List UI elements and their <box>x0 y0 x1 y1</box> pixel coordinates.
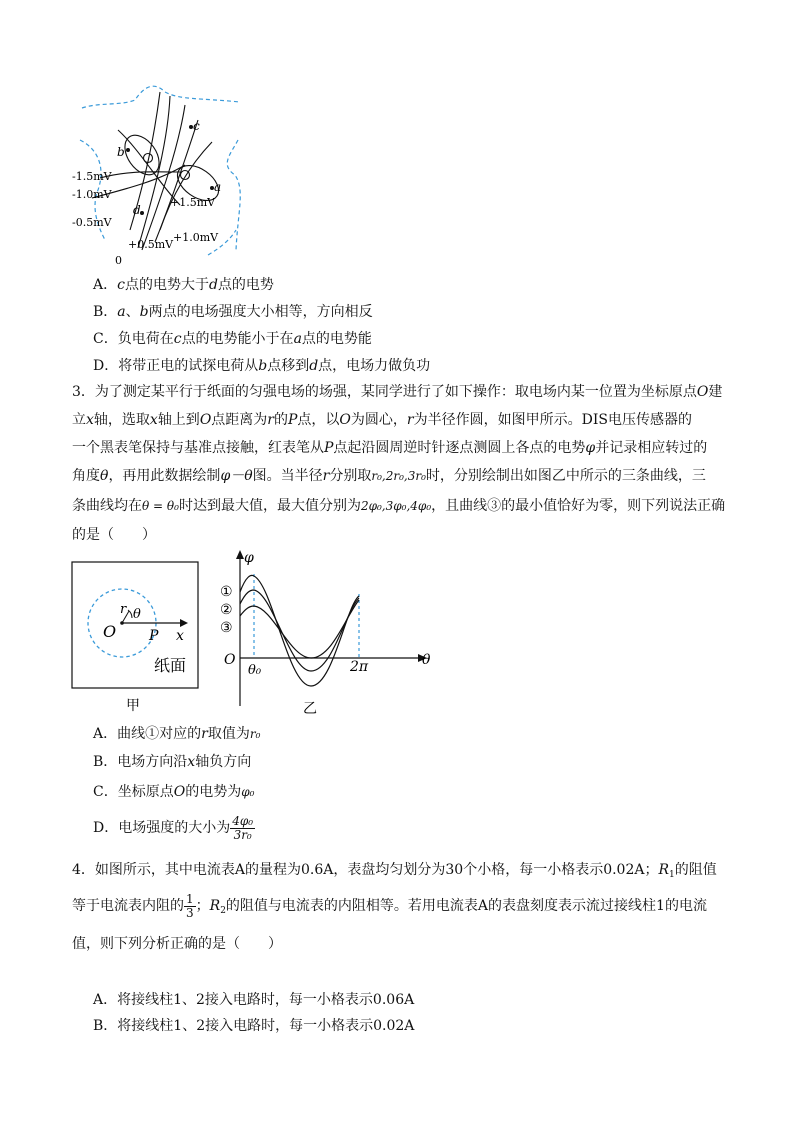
label-x: x <box>176 628 184 644</box>
label-origin: O <box>224 652 236 668</box>
figure-yi <box>218 546 448 716</box>
label-curve-1: ① <box>220 584 233 600</box>
q4-option-a: A．将接线柱1、2接入电路时，每一小格表示0.06A <box>93 992 415 1008</box>
q4-stem-line-2: 等于电流表内阻的 $\frac{1}{3}$ ；$R_2$的阻值与电流表的内阻相等。若用电流表A的表盘刻度表示流过接线柱1的电流 <box>72 891 707 920</box>
caption-jia: 甲 <box>126 698 140 714</box>
label-P: P <box>149 628 159 644</box>
q2-option-a: A．c点的电势大于d点的电势 <box>93 277 274 293</box>
q3-stem-line-6: 的是（ ） <box>72 527 156 543</box>
label-minus-1-5mv: -1.5mV <box>72 170 112 183</box>
field-line-figure <box>60 80 260 270</box>
q3-option-b: B．电场方向沿x轴负方向 <box>93 754 252 770</box>
label-theta-axis: θ <box>422 652 431 668</box>
label-plus-0-5mv: +0.5mV <box>128 238 174 251</box>
curve-3 <box>240 600 359 658</box>
label-zero: 0 <box>115 254 122 267</box>
label-O: O <box>103 622 117 641</box>
q3-stem-line-3: 一个黑表笔保持与基准点接触，红表笔从P点起沿圆周逆时针逐点测圆上各点的电势φ并记录相应转过的 <box>72 440 708 456</box>
q4-stem-line-3: 值，则下列分析正确的是（ ） <box>72 936 282 952</box>
origin-point <box>120 621 124 625</box>
q3-stem-line-5: 条曲线均在θ = θ₀时达到最大值，最大值分别为2φ₀,3φ₀,4φ₀，且曲线③的最小值恰好为零，则下列说法正确 <box>72 498 726 514</box>
caption-yi: 乙 <box>303 701 317 716</box>
equipotential-top <box>82 86 240 108</box>
q3-option-d: D．电场强度的大小为 $\frac{\text{4φ₀}}{\text{3r₀}}$ <box>93 813 254 842</box>
label-phi: φ <box>244 550 254 566</box>
q3-option-a: A．曲线①对应的r取值为r₀ <box>93 726 261 742</box>
one-third-fraction: $\frac{1}{3}$ <box>186 891 194 920</box>
label-plus-1-5mv: +1.5mV <box>170 196 216 209</box>
label-plus-1-0mv: +1.0mV <box>173 231 219 244</box>
q2-option-b: B．a、b两点的电场强度大小相等，方向相反 <box>93 304 373 320</box>
charge-a <box>181 171 190 180</box>
label-a: a <box>214 180 222 194</box>
label-curve-3: ③ <box>220 620 233 636</box>
q4-stem-line-1: 4．如图所示，其中电流表A的量程为0.6A，表盘均匀划分为30个小格，每一小格表示0.02A；$R_1$的阻值 <box>72 862 717 880</box>
label-paper: 纸面 <box>154 656 187 675</box>
equipotential-right <box>227 140 240 250</box>
label-d: d <box>133 203 141 217</box>
label-b: b <box>117 145 125 159</box>
q2-option-c: C．负电荷在c点的电势能小于在a点的电势能 <box>93 331 372 347</box>
phi-axis-arrowhead <box>236 550 244 559</box>
q2-option-d: D．将带正电的试探电荷从b点移到d点，电场力做负功 <box>93 358 431 374</box>
label-2pi: 2π <box>350 659 369 675</box>
label-minus-0-5mv: -0.5mV <box>72 216 112 229</box>
label-minus-1-0mv: -1.0mV <box>72 188 112 201</box>
figure-jia <box>70 558 210 714</box>
q3-stem-line-1: 3．为了测定某平行于纸面的匀强电场的场强，某同学进行了如下操作：取电场内某一位置为坐标原点O建 <box>72 384 723 400</box>
label-theta0: θ₀ <box>248 663 262 678</box>
label-c: c <box>193 119 200 133</box>
q3-stem-line-4: 角度θ，再用此数据绘制φ－θ图。当半径r分别取r₀,2r₀,3r₀时，分别绘制出如图乙中所示的三条曲线，三 <box>72 468 706 484</box>
x-axis-arrowhead <box>180 619 188 627</box>
label-curve-2: ② <box>220 602 233 618</box>
label-r: r <box>120 602 127 617</box>
label-theta: θ <box>133 607 141 622</box>
point-b <box>126 148 130 152</box>
q4-option-b: B．将接线柱1、2接入电路时，每一小格表示0.02A <box>93 1018 415 1034</box>
q3-option-c: C．坐标原点O的电势为φ₀ <box>93 784 255 800</box>
field-line <box>155 120 198 242</box>
q3-stem-line-2: 立x轴，选取x轴上到O点距离为r的P点，以O为圆心，r为半径作圆，如图甲所示。DIS电压传感器的 <box>72 412 692 428</box>
field-strength-fraction: $\frac{\text{4φ₀}}{\text{3r₀}}$ <box>232 813 254 842</box>
